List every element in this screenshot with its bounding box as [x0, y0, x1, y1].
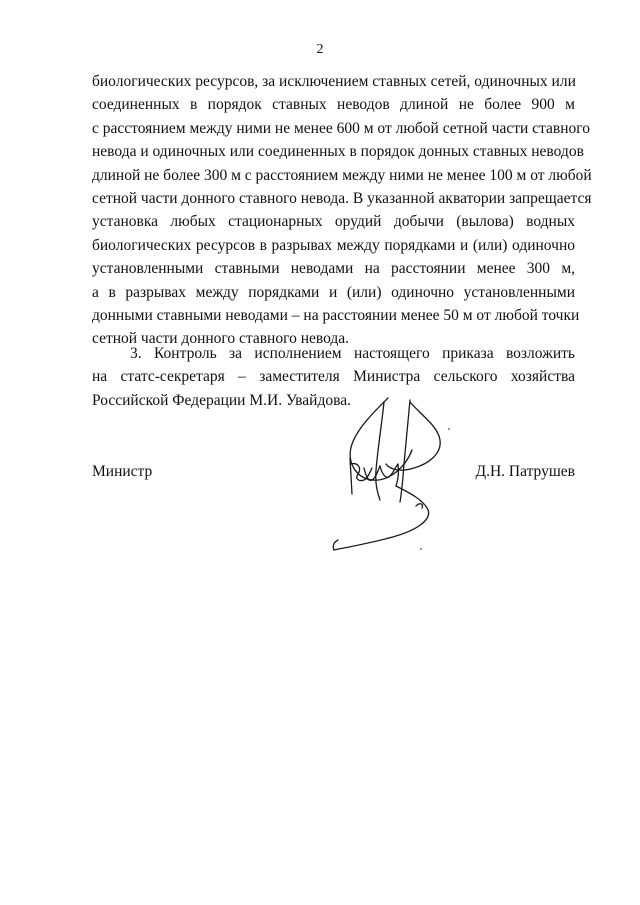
paragraph-line: невода и одиночных или соединенных в порядок донных ставных неводов	[92, 143, 584, 161]
paragraph-line: биологических ресурсов, за исключением ставных сетей, одиночных или	[92, 73, 576, 90]
page-number: 2	[316, 42, 324, 57]
paragraph-line: Российской Федерации М.И. Увайдова.	[92, 391, 351, 409]
signatory-name: Д.Н. Патрушев	[475, 463, 575, 480]
paragraph-line: установка любых стационарных орудий добычи (вылова) водных	[92, 213, 575, 231]
paragraph-line: сетной части донного ставного невода.	[92, 330, 350, 348]
handwritten-signature	[328, 392, 454, 552]
paragraph-line: соединенных в порядок ставных неводов длиной не более 900 м	[92, 96, 575, 114]
paragraph-line: длиной не более 300 м с расстоянием между ними не менее 100 м от любой	[92, 166, 592, 184]
paragraph-line: донными ставными неводами – на расстоянии менее 50 м от любой точки	[92, 306, 580, 324]
paragraph-line: на статс-секретаря – заместителя Министра сельского хозяйства	[92, 368, 575, 386]
paragraph-line: а в разрывах между порядками и (или) одиночно установленными	[92, 283, 575, 301]
paragraph-line: установленными ставными неводами на расстоянии менее 300 м,	[92, 260, 575, 278]
paragraph-line: 3. Контроль за исполнением настоящего приказа возложить	[130, 345, 575, 362]
scan-speck	[448, 428, 450, 430]
paragraph-line: сетной части донного ставного невода. В указанной акватории запрещается	[92, 189, 592, 207]
paragraph-1	[92, 70, 592, 351]
signatory-title: Министр	[92, 463, 153, 480]
paragraph-line: биологических ресурсов в разрывах между порядками и (или) одиночно	[92, 236, 575, 254]
scan-speck	[420, 548, 422, 550]
paragraph-line: с расстоянием между ними не менее 600 м от любой сетной части ставного	[92, 119, 590, 137]
